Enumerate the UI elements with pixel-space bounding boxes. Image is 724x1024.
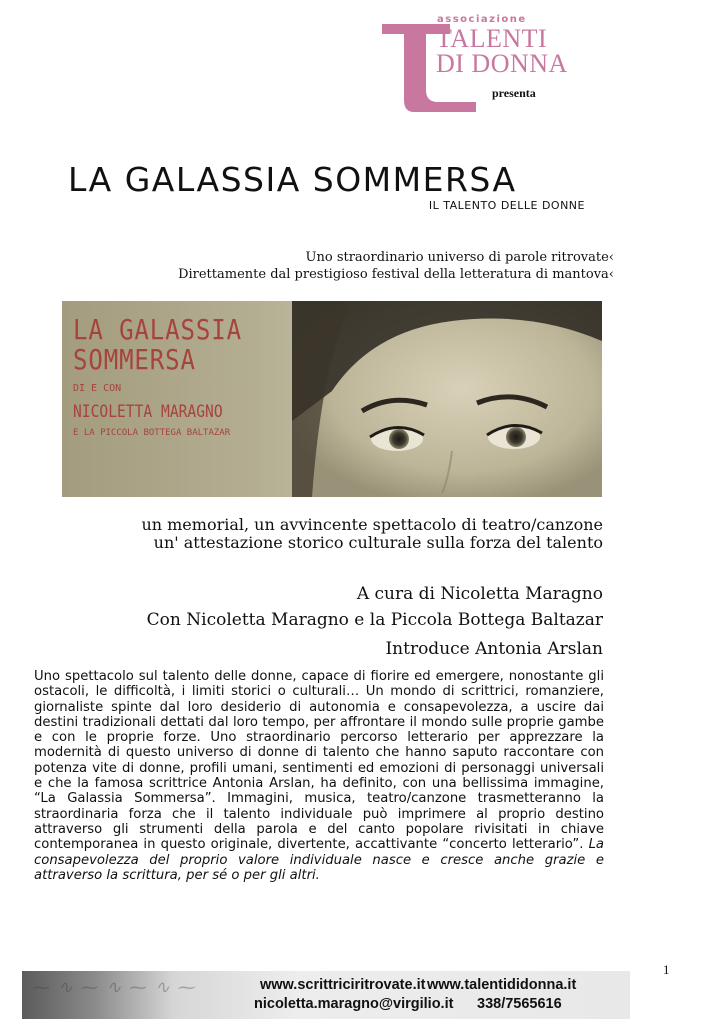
credit-with: Con Nicoletta Maragno e la Piccola Bottega Baltazar [146, 610, 603, 630]
logo-association-label: associazione [437, 14, 527, 25]
body-main-text: Uno spettacolo sul talento delle donne, capace di fiorire ed emergere, nonostante gli ostacoli, le difficoltà, i limiti storici o culturali… Un mondo di scrittrici, romanziere, giornaliste spinte dal loro desiderio di autonomia e consapevolezza, a uscire dai destini tradizionali dettati dal loro tempo, per affrontare il mondo sulle proprie gambe e con le proprie forze. Uno straordinario percorso letterario per apprezzare la modernità di questo universo di donne di talento che hanno saputo raccontare con potenza vite di donne, profili umani, sentimenti ed emozioni di personaggi universali e che la famosa scrittrice Antonia Arslan, ha definito, con una bellissima immagine, “La Galassia Sommersa”. Immagini, musica, teatro/canzone trasmetteranno la straordinaria forza che il talento individuale può imprimere al proprio destino attraverso gli strumenti della parola e del canto popolare rivisitati in chiave contemporanea in questo originale, divertente, accattivante “concerto letterario”. [34, 669, 604, 853]
body-paragraph [34, 669, 604, 883]
logo-line1: TALENTI [436, 24, 548, 53]
footer-website-1[interactable]: www.scrittriciritrovate.it [260, 977, 426, 993]
logo-presenta: presenta [492, 86, 536, 100]
description-line-1: un memorial, un avvincente spettacolo di teatro/canzone [141, 515, 603, 534]
banner-title-line1: LA GALASSIA [73, 313, 242, 346]
woman-face-illustration [292, 301, 602, 497]
footer-email[interactable]: nicoletta.maragno@virgilio.it [254, 996, 454, 1012]
logo-line2: DI DONNA [436, 49, 568, 78]
page-title: LA GALASSIA SOMMERSA [68, 160, 517, 199]
page-number: 1 [663, 962, 670, 977]
tagline-2: Direttamente dal prestigioso festival della letteratura di mantova‹ [178, 267, 614, 282]
tagline-1: Uno straordinario universo di parole ritrovate‹ [305, 250, 614, 265]
footer-banner [22, 971, 630, 1019]
banner-line4: NICOLETTA MARAGNO [73, 402, 223, 422]
banner-line3: DI E CON [73, 383, 122, 394]
banner-line5: E LA PICCOLA BOTTEGA BALTAZAR [73, 428, 231, 438]
banner-text [73, 315, 269, 438]
footer-website-2[interactable]: www.talentididonna.it [427, 977, 577, 993]
credit-curated-by: A cura di Nicoletta Maragno [356, 584, 603, 604]
banner-image [62, 301, 602, 497]
footer-phone: 338/7565616 [477, 996, 562, 1012]
page-subtitle: IL TALENTO DELLE DONNE [428, 199, 585, 212]
description-line-2: un' attestazione storico culturale sulla forza del talento [153, 533, 603, 552]
credit-introduction: Introduce Antonia Arslan [385, 639, 603, 659]
logo [380, 10, 570, 110]
body-italic-text: La consapevolezza del proprio valore individuale nasce e cresce anche grazie e attraverso la scrittura, per sé o per gli altri. [34, 837, 604, 883]
banner-title-line2: SOMMERSA [73, 343, 196, 376]
handwriting-texture-icon: ⁓ ∿ ⁓ ∿ ⁓ ∿ ⁓ [32, 977, 197, 998]
